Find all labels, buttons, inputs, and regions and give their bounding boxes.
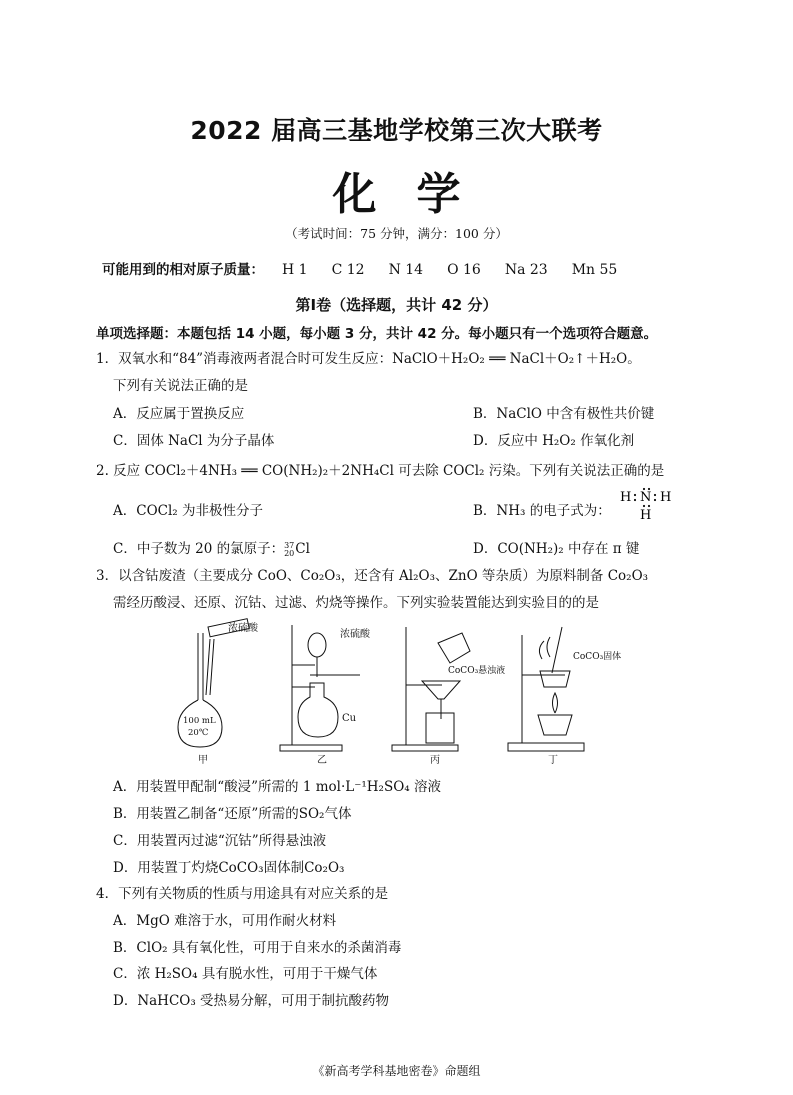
q3-option-c: C．用装置丙过滤“沉钴”所得悬浊液 [113,833,327,849]
q1-stem: 1．双氧水和“84”消毒液两者混合时可发生反应：NaClO＋H₂O₂ ══ NaCl＋O₂↑＋H₂O。 [96,351,641,367]
section-instruction: 单项选择题：本题包括 14 小题，每小题 3 分，共计 42 分。每小题只有一个选项符合题意。 [96,326,658,342]
q2-option-c [113,537,310,558]
yi-name: 乙 [317,755,327,766]
q2-option-c-text: C．中子数为 20 的氯原子： [113,541,285,557]
q1-option-d: D．反应中 H₂O₂ 作氧化剂 [473,433,635,449]
q4-option-d: D．NaHCO₃ 受热易分解，可用于制抗酸药物 [113,993,390,1009]
yi-cu-label: Cu [342,713,357,724]
q3-option-d: D．用装置丁灼烧CoCO₃固体制Co₂O₃ [113,860,345,876]
q4-option-b: B．ClO₂ 具有氧化性，可用于自来水的杀菌消毒 [113,940,402,956]
atomic-mass-h: H 1 [282,262,308,278]
q3-stem-2: 需经历酸浸、还原、沉钴、过滤、灼烧等操作。下列实验装置能达到实验目的的是 [113,595,599,611]
apparatus-yi [280,625,371,766]
bing-name: 丙 [430,755,440,766]
apparatus-ding [508,627,621,766]
exam-title: 2022 届高三基地学校第三次大联考 [190,116,603,145]
ding-label: CoCO₃固体 [573,652,622,662]
jia-reagent-label: 浓硫酸 [228,623,258,634]
q3-option-b: B．用装置乙制备“还原”所需的SO₂气体 [113,806,352,822]
atomic-mass-na: Na 23 [504,262,548,278]
bing-label: CoCO₃悬浊液 [448,666,506,676]
q1-option-a: A．反应属于置换反应 [113,406,245,422]
q2-c-symbol: Cl [295,541,310,557]
atomic-mass-label: 可能用到的相对原子质量： [102,262,264,278]
section-title: 第Ⅰ卷（选择题，共计 42 分） [295,296,498,314]
q1-option-b: B．NaClO 中含有极性共价键 [473,406,655,422]
q2-stem: 2. 反应 COCl₂＋4NH₃ ══ CO(NH₂)₂＋2NH₄Cl 可去除 COCl₂ 污染。下列有关说法正确的是 [96,463,665,479]
atomic-mass-n: N 14 [388,262,424,278]
q4-option-a: A．MgO 难溶于水，可用作耐火材料 [113,913,337,929]
nh3-electron-formula [618,486,678,526]
atomic-mass-mn: Mn 55 [571,262,618,278]
atomic-mass-c: C 12 [331,262,365,278]
apparatus-figure [170,615,622,770]
apparatus-bing [392,627,505,766]
q2-option-d: D．CO(NH₂)₂ 中存在 π 键 [473,541,640,557]
jia-flask-temp: 20℃ [188,728,209,738]
q1-option-c: C．固体 NaCl 为分子晶体 [113,433,275,449]
q2-option-b: B．NH₃ 的电子式为： [473,503,611,519]
q4-option-c: C．浓 H₂SO₄ 具有脱水性，可用于干燥气体 [113,966,378,982]
q1-stem-2: 下列有关说法正确的是 [113,378,248,394]
yi-reagent-label: 浓硫酸 [340,629,370,640]
nh3-h-right: H [660,490,672,505]
q3-option-a: A．用装置甲配制“酸浸”所需的 1 mol·L⁻¹H₂SO₄ 溶液 [113,779,441,795]
nh3-n: N [640,490,652,505]
apparatus-jia [178,619,259,766]
page-footer: 《新高考学科基地密卷》命题组 [312,1064,481,1078]
q4-stem: 4．下列有关物质的性质与用途具有对应关系的是 [96,886,389,902]
nh3-h-left: H [620,490,632,505]
q2-c-z: 20 [284,548,295,558]
q2-c-mass: 37 [284,540,295,550]
jia-name: 甲 [198,755,208,766]
atomic-mass-o: O 16 [447,262,481,278]
ding-name: 丁 [548,755,558,766]
q3-stem: 3．以含钴废渣（主要成分 CoO、Co₂O₃，还含有 Al₂O₃、ZnO 等杂质）为原料制备 Co₂O₃ [96,568,649,584]
atomic-mass-line [102,258,617,278]
exam-info: （考试时间：75 分钟，满分：100 分） [285,226,508,241]
nh3-h-bottom: H [640,508,652,523]
subject-title: 化学 [332,169,501,220]
jia-flask-volume: 100 mL [183,716,216,726]
q2-option-a: A．COCl₂ 为非极性分子 [113,503,263,519]
